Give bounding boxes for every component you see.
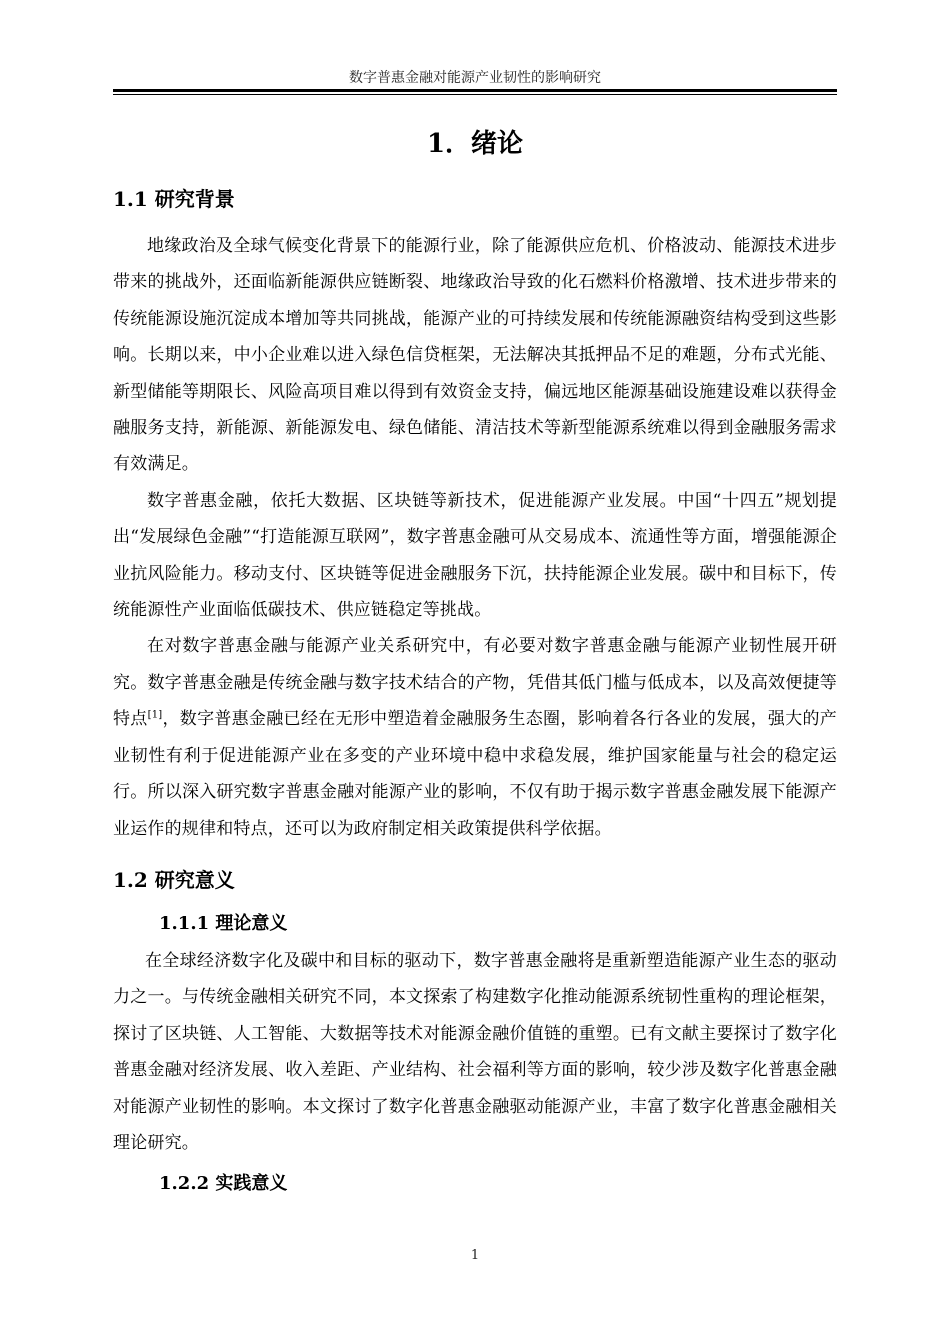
paragraph-text: 在对数字普惠金融与能源产业关系研究中，有必要对数字普惠金融与能源产业韧性展开研究。数字普惠金融是传统金融与数字技术结合的产物，凭借其低门槛与低成本，以及高效便捷等特点	[113, 636, 837, 730]
paragraph-text: ，数字普惠金融已经在无形中塑造着金融服务生态圈，影响着各行各业的发展，强大的产业韧性有利于促进能源产业在多变的产业环境中稳中求稳发展，维护国家能量与社会的稳定运行。所以深入研究数字普惠金融对能源产业的影响，不仅有助于揭示数字普惠金融发展下能源产业运作的规律和特点，还可以为政府制定相关政策提供科学依据。	[113, 709, 837, 839]
subsection-heading-practical: 1.2.2 实践意义	[159, 1173, 288, 1195]
chapter-title: 1．绪论	[426, 129, 524, 159]
header-rule-thick	[113, 89, 837, 92]
page-body	[113, 120, 837, 1203]
paragraph-with-citation	[113, 628, 837, 846]
running-header: 数字普惠金融对能源产业韧性的影响研究	[349, 70, 601, 86]
paragraph: 在全球经济数字化及碳中和目标的驱动下，数字普惠金融将是重新塑造能源产业生态的驱动力之一。与传统金融相关研究不同，本文探索了构建数字化推动能源系统韧性重构的理论框架，探讨了区块链、人工智能、大数据等技术对能源金融价值链的重塑。已有文献主要探讨了数字化普惠金融对经济发展、收入差距、产业结构、社会福利等方面的影响，较少涉及数字化普惠金融对能源产业韧性的影响。本文探讨了数字化普惠金融驱动能源产业，丰富了数字化普惠金融相关理论研究。	[113, 950, 837, 1153]
paragraph: 数字普惠金融，依托大数据、区块链等新技术，促进能源产业发展。中国“十四五”规划提出“发展绿色金融”“打造能源互联网”，数字普惠金融可从交易成本、流通性等方面，增强能源企业抗风险能力。移动支付、区块链等促进金融服务下沉，扶持能源企业发展。碳中和目标下，传统能源性产业面临低碳技术、供应链稳定等挑战。	[113, 490, 837, 621]
paragraph: 地缘政治及全球气候变化背景下的能源行业，除了能源供应危机、价格波动、能源技术进步带来的挑战外，还面临新能源供应链断裂、地缘政治导致的化石燃料价格激增、技术进步带来的传统能源设施沉淀成本增加等共同挑战，能源产业的可持续发展和传统能源融资结构受到这些影响。长期以来，中小企业难以进入绿色信贷框架，无法解决其抵押品不足的难题，分布式光能、新型储能等期限长、风险高项目难以得到有效资金支持，偏远地区能源基础设施建设难以获得金融服务支持，新能源、新能源发电、绿色储能、清洁技术等新型能源系统难以得到金融服务需求有效满足。	[113, 236, 837, 475]
section-heading-research-significance: 1.2 研究意义	[113, 867, 235, 892]
section-heading-research-background: 1.1 研究背景	[113, 187, 235, 211]
header-rule-thin	[113, 94, 837, 95]
subsection-heading-theoretical: 1.1.1 理论意义	[159, 912, 288, 934]
page-number: 1	[470, 1248, 480, 1263]
citation-ref: [1]	[147, 709, 163, 721]
